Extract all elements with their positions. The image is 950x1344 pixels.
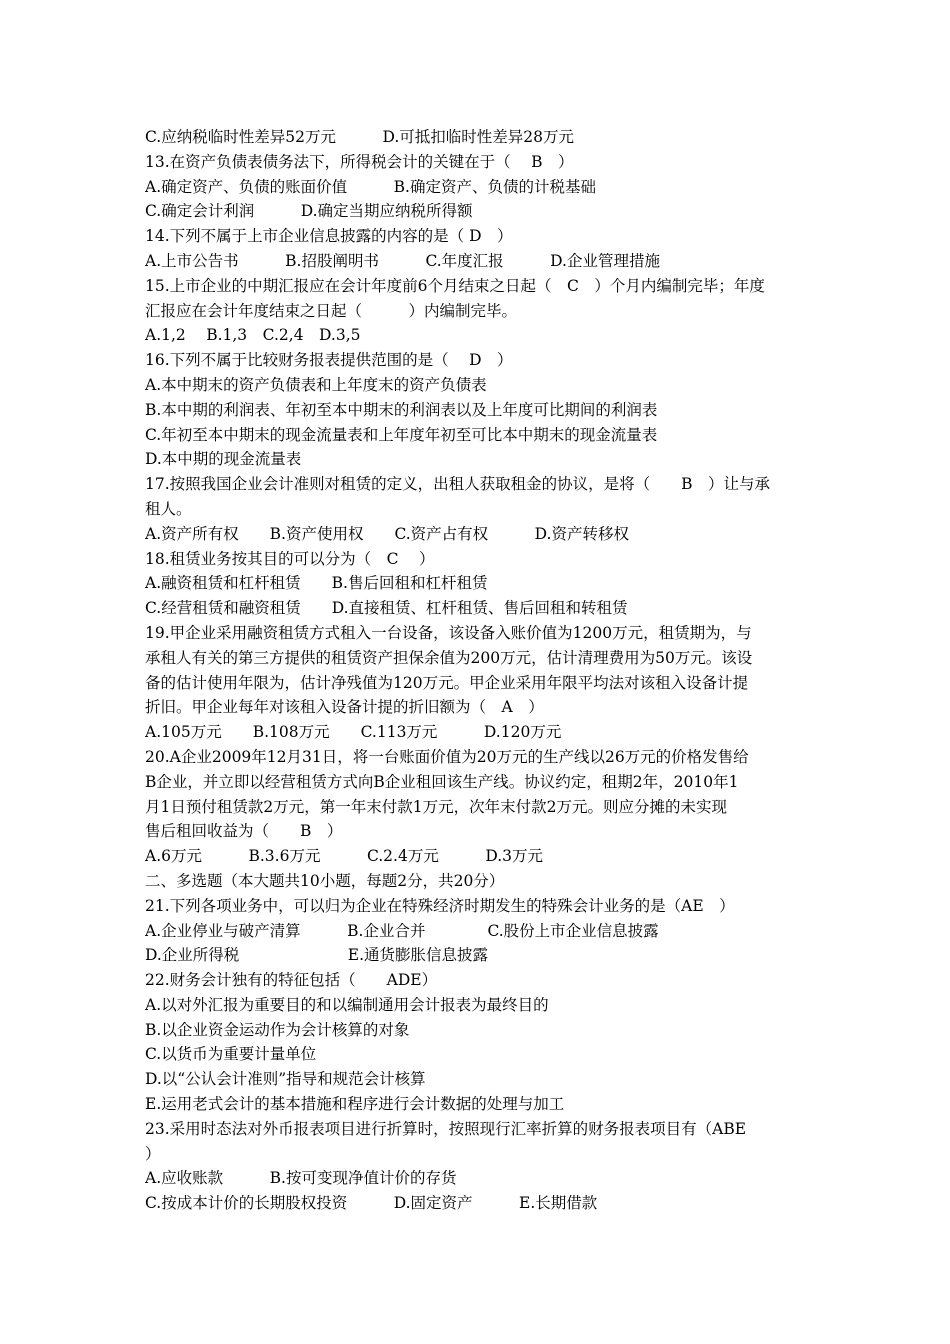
option-16-a: A.本中期末的资产负债表和上年度末的资产负债表 — [145, 375, 487, 394]
option-22-e: E.运用老式会计的基本措施和程序进行会计数据的处理与加工 — [145, 1095, 565, 1114]
question-18: 18.租赁业务按其目的可以分为（ C ） — [145, 549, 435, 568]
option-22-b: B.以企业资金运动作为会计核算的对象 — [145, 1020, 410, 1039]
options-21-de: D.企业所得税 E.通货膨胀信息披露 — [145, 946, 489, 965]
question-23: 23.采用时态法对外币报表项目进行折算时，按照现行汇率折算的财务报表项目有（ABE — [145, 1119, 747, 1138]
document-page — [145, 125, 810, 1216]
question-17-cont: 租人。 — [145, 499, 192, 518]
question-19-cont-2: 备的估计使用年限为，估计净残值为120万元。甲企业采用年限平均法对该租入设备计提 — [145, 673, 749, 692]
section-heading-multiple-choice: 二、多选题（本大题共10小题，每题2分，共20分） — [145, 871, 505, 890]
question-20-cont-3: 售后租回收益为（ B ） — [145, 822, 343, 841]
question-19: 19.甲企业采用融资租赁方式租入一台设备，该设备入账价值为1200万元，租赁期为，与 — [145, 623, 752, 642]
options-14: A.上市公告书 B.招股阐明书 C.年度汇报 D.企业管理措施 — [145, 251, 660, 270]
question-17: 17.按照我国企业会计准则对租赁的定义，出租人获取租金的协议，是将（ B ）让与承 — [145, 475, 771, 494]
option-22-c: C.以货币为重要计量单位 — [145, 1045, 317, 1064]
options-23-cde: C.按成本计价的长期股权投资 D.固定资产 E.长期借款 — [145, 1194, 598, 1213]
question-19-cont-3: 折旧。甲企业每年对该租入设备计提的折旧额为（ A ） — [145, 698, 544, 717]
option-16-c: C.年初至本中期末的现金流量表和上年度年初至可比本中期末的现金流量表 — [145, 425, 658, 444]
options-21-abc: A.企业停业与破产清算 B.企业合并 C.股份上市企业信息披露 — [145, 921, 659, 940]
question-13: 13.在资产负债表债务法下，所得税会计的关键在于（ B ） — [145, 152, 574, 171]
question-19-cont-1: 承租人有关的第三方提供的租赁资产担保余值为200万元，估计清理费用为50万元。该设 — [145, 648, 753, 667]
question-21: 21.下列各项业务中，可以归为企业在特殊经济时期发生的特殊会计业务的是（AE ） — [145, 896, 735, 915]
options-15: A.1,2 B.1,3 C.2,4 D.3,5 — [145, 326, 361, 345]
question-14: 14.下列不属于上市企业信息披露的内容的是（ D ） — [145, 227, 513, 246]
options-18-cd: C.经营租赁和融资租赁 D.直接租赁、杠杆租赁、售后回租和转租赁 — [145, 599, 628, 618]
option-22-a: A.以对外汇报为重要目的和以编制通用会计报表为最终目的 — [145, 995, 549, 1014]
option-22-d: D.以“公认会计准则”指导和规范会计核算 — [145, 1070, 426, 1089]
question-23-cont: ） — [145, 1144, 161, 1163]
options-19: A.105万元 B.108万元 C.113万元 D.120万元 — [145, 723, 562, 742]
question-15: 15.上市企业的中期汇报应在会计年度前6个月结束之日起（ C ）个月内编制完毕；年度 — [145, 276, 765, 295]
option-16-d: D.本中期的现金流量表 — [145, 450, 302, 469]
options-13-cd: C.确定会计利润 D.确定当期应纳税所得额 — [145, 202, 473, 221]
question-20-cont-1: B企业，并立即以经营租赁方式向B企业租回该生产线。协议约定，租期2年，2010年1 — [145, 772, 739, 791]
options-17: A.资产所有权 B.资产使用权 C.资产占有权 D.资产转移权 — [145, 524, 629, 543]
options-13-ab: A.确定资产、负债的账面价值 B.确定资产、负债的计税基础 — [145, 177, 596, 196]
question-15-cont: 汇报应在会计年度结束之日起（ ）内编制完毕。 — [145, 301, 518, 320]
options-20: A.6万元 B.3.6万元 C.2.4万元 D.3万元 — [145, 847, 543, 866]
options-23-ab: A.应收账款 B.按可变现净值计价的存货 — [145, 1169, 457, 1188]
text-line: C.应纳税临时性差异52万元 D.可抵扣临时性差异28万元 — [145, 128, 574, 146]
option-16-b: B.本中期的利润表、年初至本中期末的利润表以及上年度可比期间的利润表 — [145, 400, 658, 419]
question-16: 16.下列不属于比较财务报表提供范围的是（ D ） — [145, 351, 513, 370]
question-20-cont-2: 月1日预付租赁款2万元，第一年末付款1万元，次年末付款2万元。则应分摊的未实现 — [145, 797, 727, 816]
question-22: 22.财务会计独有的特征包括（ ADE） — [145, 971, 438, 990]
options-18-ab: A.融资租赁和杠杆租赁 B.售后回租和杠杆租赁 — [145, 574, 488, 593]
question-20: 20.A企业2009年12月31日，将一台账面价值为20万元的生产线以26万元的价格发售给 — [145, 747, 749, 766]
